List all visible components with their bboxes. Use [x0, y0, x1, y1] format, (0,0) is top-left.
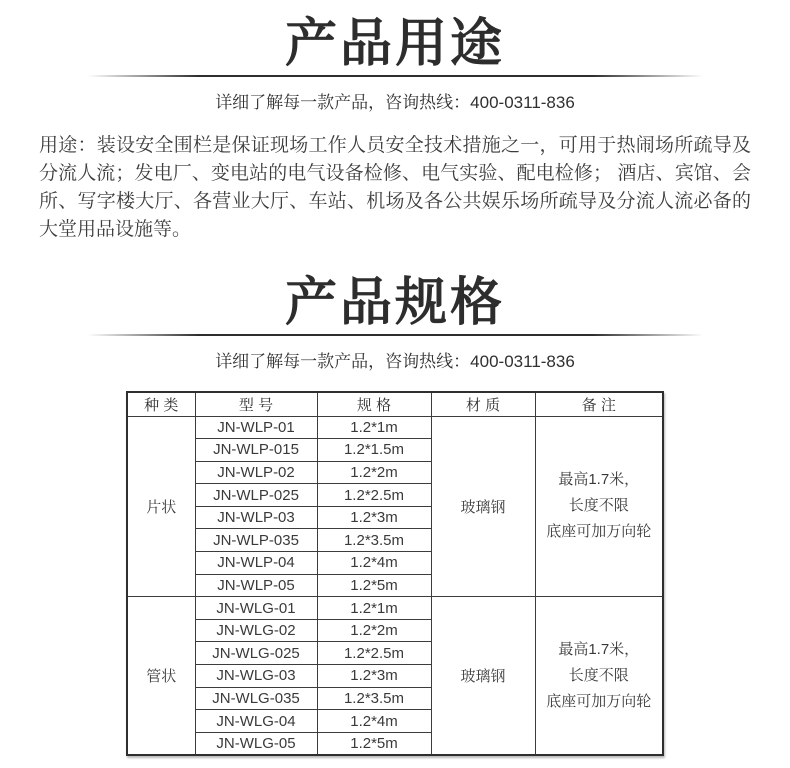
- model-cell: JN-WLP-025: [195, 484, 317, 507]
- remark-line: 长度不限: [568, 497, 629, 515]
- spec-cell: 1.2*3.5m: [317, 687, 431, 710]
- remark-cell: [535, 597, 663, 755]
- spec-cell: 1.2*2m: [317, 619, 431, 642]
- usage-section: [0, 16, 790, 244]
- model-cell: JN-WLG-05: [195, 732, 317, 755]
- remark-line: 长度不限: [568, 666, 629, 684]
- category-cell: 管状: [127, 597, 195, 755]
- specs-column-header: 型 号: [195, 392, 317, 416]
- specs-header-row: [127, 392, 663, 416]
- spec-cell: 1.2*3m: [317, 506, 431, 529]
- spec-cell: 1.2*2.5m: [317, 642, 431, 665]
- specs-hotline-subtitle: 详细了解每一款产品，咨询热线：400-0311-836: [215, 352, 575, 371]
- material-cell: 玻璃钢: [431, 416, 535, 597]
- specs-column-header: 材 质: [431, 392, 535, 416]
- usage-title: 产品用途: [284, 15, 505, 73]
- specs-row: [127, 416, 663, 439]
- model-cell: JN-WLP-03: [195, 506, 317, 529]
- spec-cell: 1.2*5m: [317, 732, 431, 755]
- model-cell: JN-WLP-035: [195, 529, 317, 552]
- model-cell: JN-WLG-035: [195, 687, 317, 710]
- specs-column-header: 规 格: [317, 392, 431, 416]
- model-cell: JN-WLP-02: [195, 461, 317, 484]
- specs-table-header: [127, 392, 663, 416]
- model-cell: JN-WLG-04: [195, 710, 317, 733]
- specs-column-header: 种 类: [127, 392, 195, 416]
- specs-title: 产品规格: [284, 274, 505, 332]
- model-cell: JN-WLP-05: [195, 574, 317, 597]
- model-cell: JN-WLG-01: [195, 597, 317, 620]
- specs-table-body: [127, 416, 663, 755]
- spec-cell: 1.2*4m: [317, 552, 431, 575]
- spec-cell: 1.2*3.5m: [317, 529, 431, 552]
- material-cell: 玻璃钢: [431, 597, 535, 755]
- model-cell: JN-WLP-04: [195, 552, 317, 575]
- specs-table: [126, 391, 664, 756]
- specs-row: [127, 597, 663, 620]
- spec-cell: 1.2*2m: [317, 461, 431, 484]
- remark-line: 最高1.7米，: [558, 471, 640, 489]
- specs-column-header: 备 注: [535, 392, 663, 416]
- spec-cell: 1.2*1.5m: [317, 439, 431, 462]
- remark-line: 底座可加万向轮: [546, 692, 652, 710]
- spec-cell: 1.2*5m: [317, 574, 431, 597]
- model-cell: JN-WLP-015: [195, 439, 317, 462]
- remark-cell: [535, 416, 663, 597]
- spec-cell: 1.2*1m: [317, 597, 431, 620]
- remark-line: 最高1.7米，: [558, 640, 640, 658]
- spec-cell: 1.2*3m: [317, 665, 431, 688]
- usage-hotline-subtitle: 详细了解每一款产品，咨询热线：400-0311-836: [215, 93, 575, 112]
- model-cell: JN-WLG-03: [195, 665, 317, 688]
- usage-description: 用途：装设安全围栏是保证现场工作人员安全技术措施之一，可用于热闹场所疏导及分流人流；发电厂、变电站的电气设备检修、电气实验、配电检修； 酒店、宾馆、会所、写字楼大厅、各营业大厅、车站、机场及各公共娱乐场所疏导及分流人流必备的大堂用品设施等。: [39, 135, 751, 240]
- remark-line: 底座可加万向轮: [546, 523, 652, 541]
- model-cell: JN-WLP-01: [195, 416, 317, 439]
- model-cell: JN-WLG-02: [195, 619, 317, 642]
- spec-cell: 1.2*2.5m: [317, 484, 431, 507]
- title-divider: [88, 75, 703, 77]
- spec-cell: 1.2*4m: [317, 710, 431, 733]
- category-cell: 片状: [127, 416, 195, 597]
- title-divider: [88, 334, 703, 336]
- spec-cell: 1.2*1m: [317, 416, 431, 439]
- model-cell: JN-WLG-025: [195, 642, 317, 665]
- specs-section: [0, 275, 790, 756]
